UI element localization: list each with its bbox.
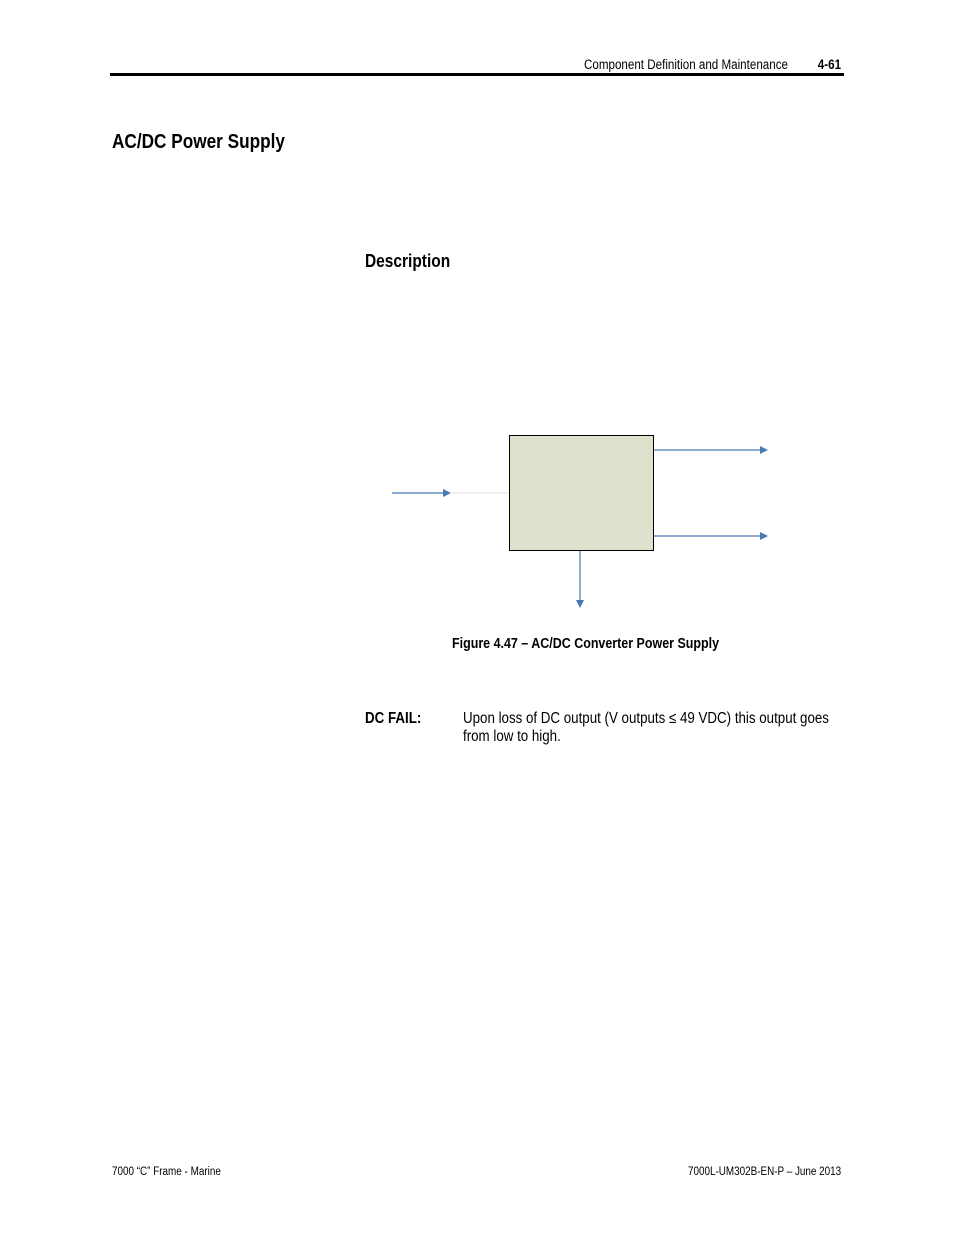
power-supply-diagram	[380, 420, 780, 620]
footer-publication: 7000L-UM302B-EN-P – June 2013	[687, 1166, 841, 1178]
footer-product: 7000 “C” Frame - Marine	[112, 1166, 221, 1178]
converter-box	[510, 436, 654, 551]
header-rule	[110, 73, 844, 76]
page-number: 4-61	[817, 57, 841, 72]
definition-text	[463, 710, 829, 746]
definition-text-line-2: from low to high.	[463, 728, 561, 745]
figure-caption: Figure 4.47 – AC/DC Converter Power Supply	[452, 636, 720, 652]
subsection-title: Description	[365, 251, 451, 271]
definition-text-line-1: Upon loss of DC output (V outputs ≤ 49 VDC) this output goes	[463, 710, 829, 727]
section-title: AC/DC Power Supply	[112, 131, 285, 153]
running-header-title: Component Definition and Maintenance	[584, 57, 788, 72]
definition-term: DC FAIL:	[365, 710, 422, 727]
